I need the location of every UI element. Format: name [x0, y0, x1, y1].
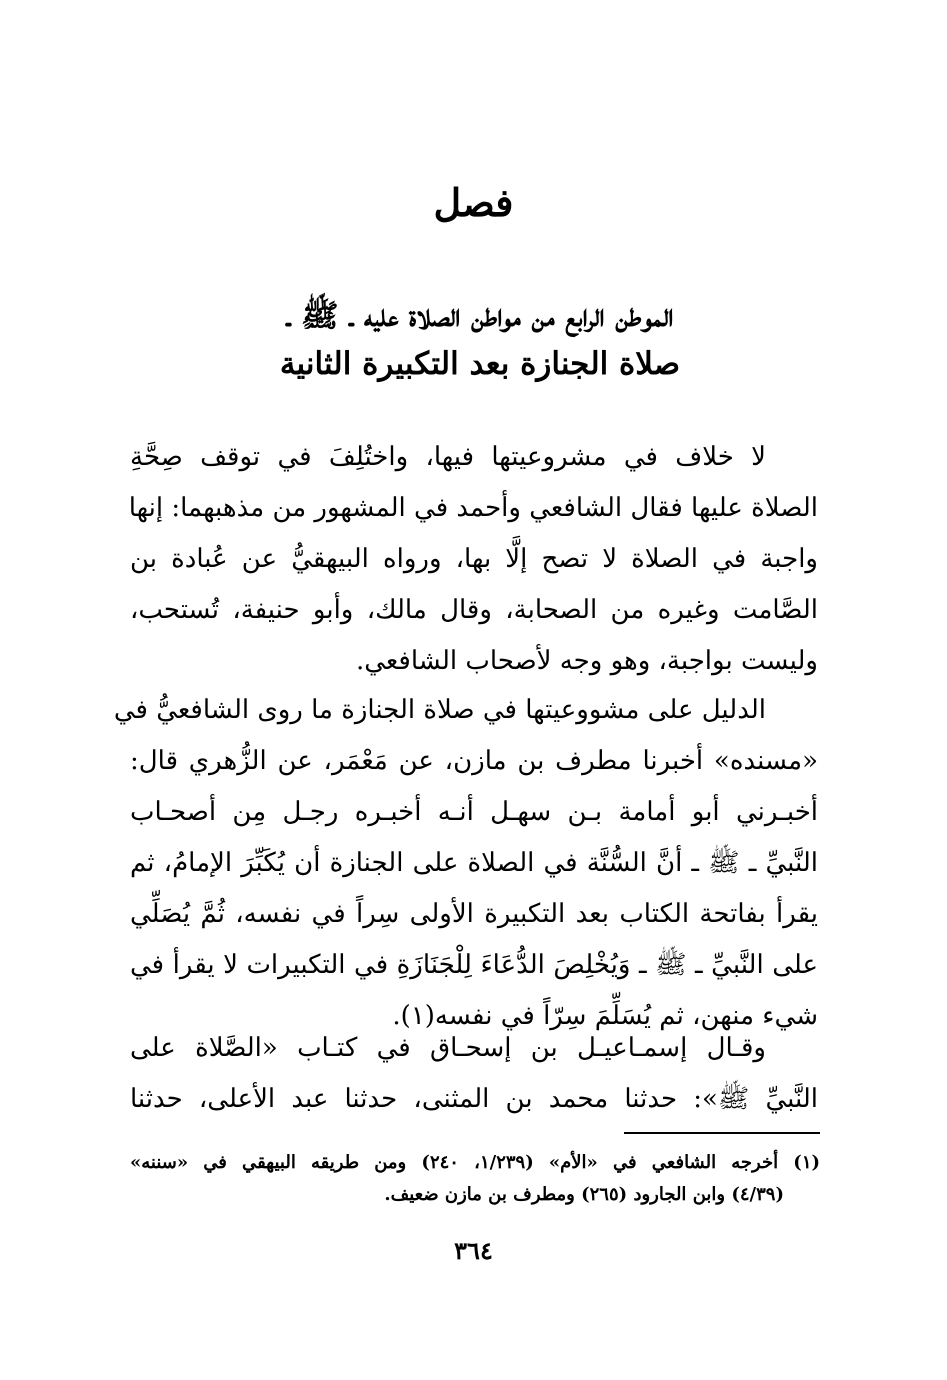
footnote-line: (٤/٣٩) وابن الجارود (٢٦٥) ومطرف بن مازن ضعيف.: [384, 1184, 784, 1205]
section-heading: فصل: [433, 180, 514, 225]
paragraph-2: [113, 685, 818, 1042]
paragraph-line: الصلاة عليها فقال الشافعي وأحمد في المشهور من مذهبهما: إنها: [128, 493, 818, 523]
paragraph-3: [130, 1023, 818, 1125]
footnote-line: (١) أخرجه الشافعي في «الأم» (١/٢٣٩، ٢٤٠) ومن طريقه البيهقي في «سننه»: [130, 1152, 821, 1173]
chapter-title-line-1: الموطن الرابع من مواطن الصلاة عليه ـ ﷺ ـ: [286, 298, 674, 334]
paragraph-line: الدليل على مشووعيتها في صلاة الجنازة ما روى الشافعيُّ في: [113, 695, 766, 725]
paragraph-line: النَّبيِّ ﷺ»: حدثنا محمد بن المثنى، حدثنا عبد الأعلى، حدثنا: [130, 1084, 818, 1114]
paragraph-line: وليست بواجبة، وهو وجه لأصحاب الشافعي.: [355, 646, 818, 676]
paragraph-line: شيء منهن، ثم يُسَلِّمَ سِرّاً في نفسه(١).: [392, 1001, 818, 1031]
paragraph-line: واجبة في الصلاة لا تصح إلَّا بها، ورواه البيهقيُّ عن عُبادة بن: [130, 544, 818, 574]
paragraph-line: النَّبيِّ ـ ﷺ ـ أنَّ السُّنَّة في الصلاة على الجنازة أن يُكَبِّرَ الإمامُ، ثم: [130, 848, 818, 878]
footnote-divider: [624, 1132, 820, 1134]
paragraph-line: «مسنده» أخبرنا مطرف بن مازن، عن مَعْمَر، عن الزُّهري قال:: [130, 746, 818, 776]
paragraph-line: على النَّبيِّ ـ ﷺ ـ وَيُخْلِصَ الدُّعَاءَ لِلْجَنَازَةِ في التكبيرات لا يقرأ في: [130, 950, 818, 980]
page-number: ٣٦٤: [454, 1236, 493, 1265]
paragraph-line: وقـال إسمـاعيـل بن إسحـاق في كتـاب «الصَّلاة على: [130, 1033, 766, 1063]
paragraph-1: [130, 432, 818, 687]
paragraph-line: أخبـرني أبو أمامة بـن سهـل أنـه أخبـره رجـل مِن أصحـاب: [130, 797, 818, 827]
paragraph-line: الصَّامت وغيره من الصحابة، وقال مالك، وأبو حنيفة، تُستحب،: [130, 595, 818, 625]
paragraph-line: يقرأ بفاتحة الكتاب بعد التكبيرة الأولى سِراً في نفسه، ثُمَّ يُصَلِّي: [130, 899, 818, 929]
chapter-title: [140, 292, 820, 388]
chapter-title-line-2: صلاة الجنازة بعد التكبيرة الثانية: [279, 346, 681, 382]
paragraph-line: لا خلاف في مشروعيتها فيها، واختُلِفَ في توقف صِحَّةِ: [130, 442, 766, 472]
footnote: [130, 1147, 820, 1211]
